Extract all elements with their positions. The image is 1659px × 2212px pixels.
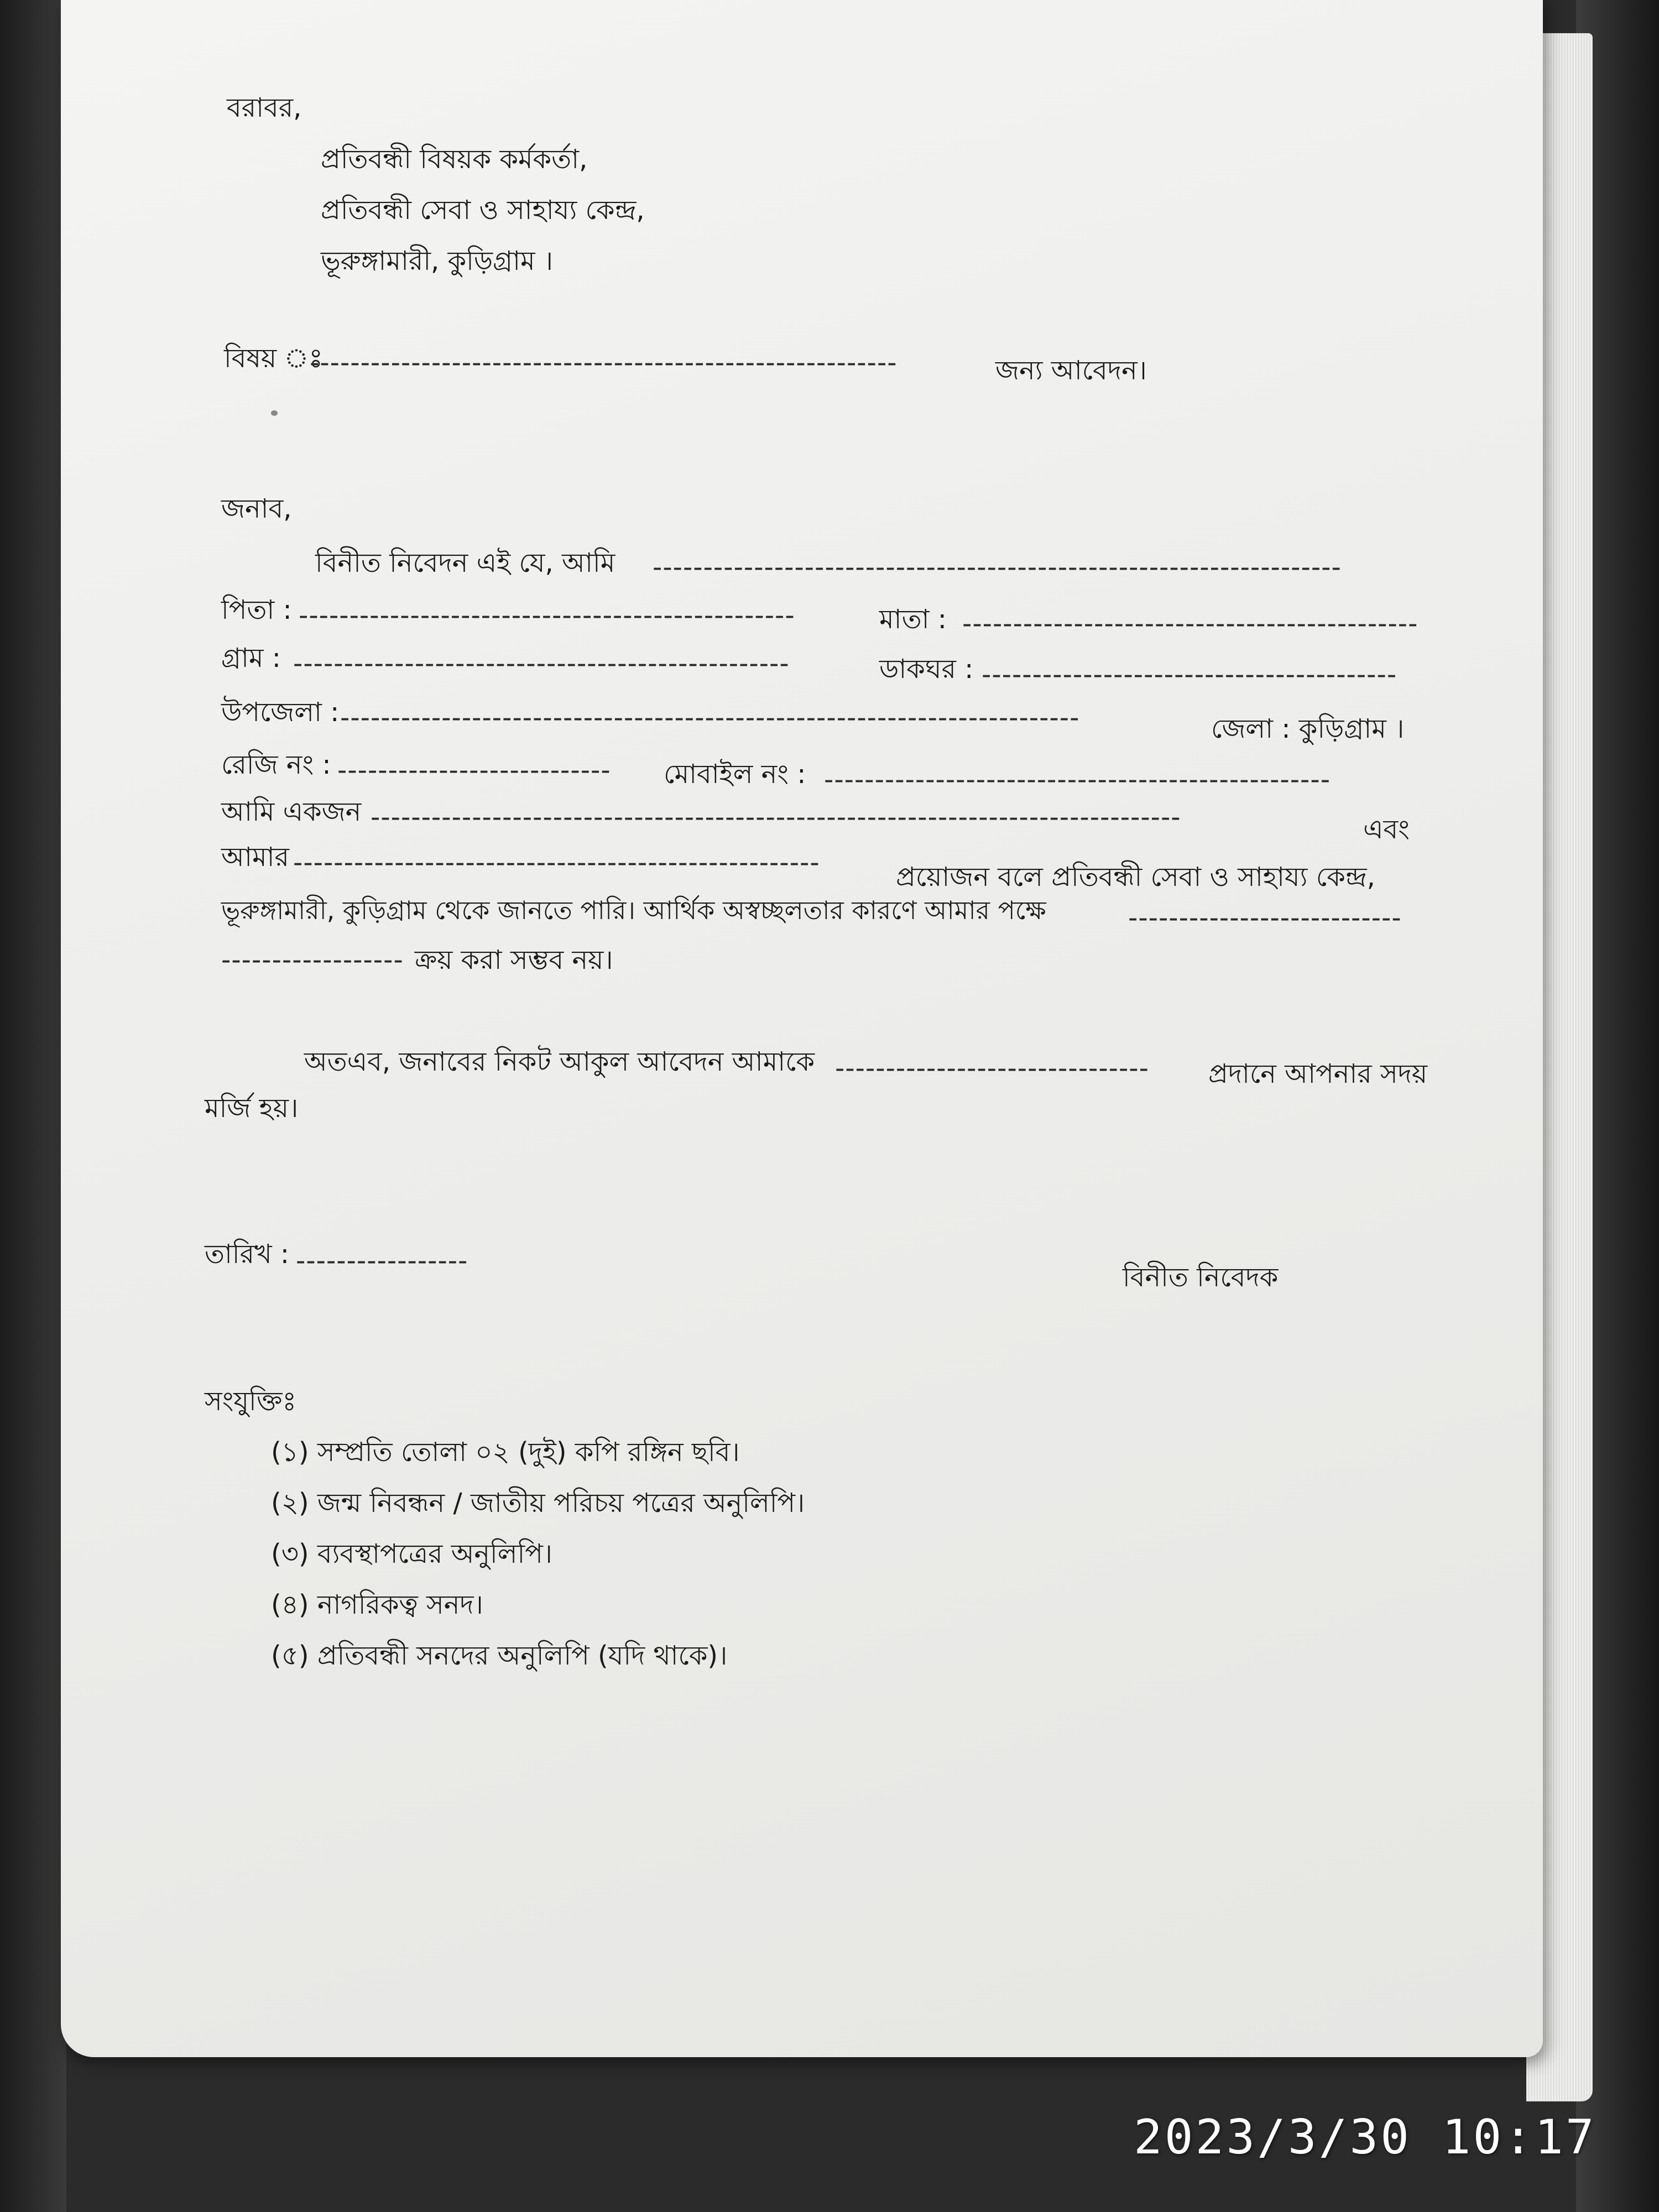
intro-blank: --------------------------------------------------------------------	[653, 552, 1342, 583]
date-blank: -----------------	[296, 1245, 468, 1276]
my-blank: ----------------------------------------------------	[293, 847, 820, 878]
subject-suffix: জন্য আবেদন।	[995, 355, 1147, 386]
village-blank: -------------------------------------------------	[293, 648, 790, 679]
registration-label: রেজি নং :	[221, 749, 331, 780]
learn-text: ভূরুঙ্গামারী, কুড়িগ্রাম থেকে জানতে পারি। আর্থিক অস্বচ্ছলতার কারণে আমার পক্ষে	[221, 895, 1046, 925]
greeting: জনাব,	[221, 493, 292, 524]
addressee-line-1: প্রতিবন্ধী বিষয়ক কর্মকর্তা,	[321, 144, 588, 175]
post-office-blank: -----------------------------------------	[982, 659, 1397, 690]
buy-blank: ------------------	[221, 945, 404, 975]
mother-blank: ---------------------------------------------	[962, 608, 1418, 639]
photo-timestamp: 2023/3/30 10:17	[1134, 2110, 1597, 2165]
request-blank: -------------------------------	[835, 1053, 1149, 1084]
mobile-label: মোবাইল নং :	[664, 759, 806, 790]
attachment-item-2: (২) জন্ম নিবন্ধন / জাতীয় পরিচয় পত্রের অনুলিপি।	[271, 1488, 805, 1519]
father-blank: -------------------------------------------------	[299, 600, 795, 631]
date-label: তারিখ :	[205, 1239, 290, 1270]
iam-text: আমি একজন	[221, 796, 362, 827]
buy-text: ক্রয় করা সম্ভব নয়।	[415, 945, 613, 975]
and-text: এবং	[1363, 814, 1410, 845]
addressee-line-2: প্রতিবন্ধী সেবা ও সাহায্য কেন্দ্র,	[321, 195, 645, 226]
attachments-title: সংযুক্তিঃ	[205, 1386, 296, 1417]
mother-label: মাতা :	[879, 604, 947, 635]
grant-text: প্রদানে আপনার সদয়	[1208, 1058, 1428, 1089]
paper-speck	[271, 410, 278, 416]
upazila-blank: -------------------------------------------------------------------------	[340, 702, 1080, 733]
need-text: প্রয়োজন বলে প্রতিবন্ধী সেবা ও সাহায্য কেন্দ্র,	[896, 862, 1375, 893]
mobile-blank: --------------------------------------------------	[824, 764, 1331, 795]
addressee-line-3: ভূরুঙ্গামারী, কুড়িগ্রাম ।	[321, 246, 554, 276]
iam-blank: --------------------------------------------------------------------------------	[371, 802, 1181, 833]
mercy-text: মর্জি হয়।	[205, 1093, 299, 1124]
background-left	[0, 0, 66, 2212]
subject-label: বিষয় ঃ	[224, 343, 324, 374]
registration-blank: ---------------------------	[337, 755, 611, 786]
intro-text: বিনীত নিবেদন এই যে, আমি	[315, 547, 615, 578]
application-form	[61, 0, 1543, 2057]
request-text: অতএব, জনাবের নিকট আকুল আবেদন আমাকে	[304, 1046, 815, 1077]
attachment-item-3: (৩) ব্যবস্থাপত্রের অনুলিপি।	[271, 1538, 552, 1569]
form-paper	[61, 0, 1543, 2057]
signature-line: বিনীত নিবেদক	[1123, 1262, 1279, 1293]
attachment-item-5: (৫) প্রতিবন্ধী সনদের অনুলিপি (যদি থাকে)।	[271, 1640, 728, 1671]
attachment-item-1: (১) সম্প্রতি তোলা ০২ (দুই) কপি রঙ্গিন ছবি।	[271, 1437, 740, 1468]
post-office-label: ডাকঘর :	[879, 654, 974, 685]
learn-blank: ---------------------------	[1128, 902, 1402, 933]
district-text: জেলা : কুড়িগ্রাম ।	[1211, 713, 1405, 744]
my-text: আমার	[221, 842, 289, 873]
father-label: পিতা :	[221, 594, 292, 625]
subject-blank: ----------------------------------------------------------	[310, 347, 898, 378]
village-label: গ্রাম :	[221, 643, 281, 674]
upazila-label: উপজেলা :	[221, 697, 340, 728]
salutation: বরাবর,	[227, 92, 302, 123]
attachment-item-4: (৪) নাগরিকত্ব সনদ।	[271, 1589, 483, 1620]
